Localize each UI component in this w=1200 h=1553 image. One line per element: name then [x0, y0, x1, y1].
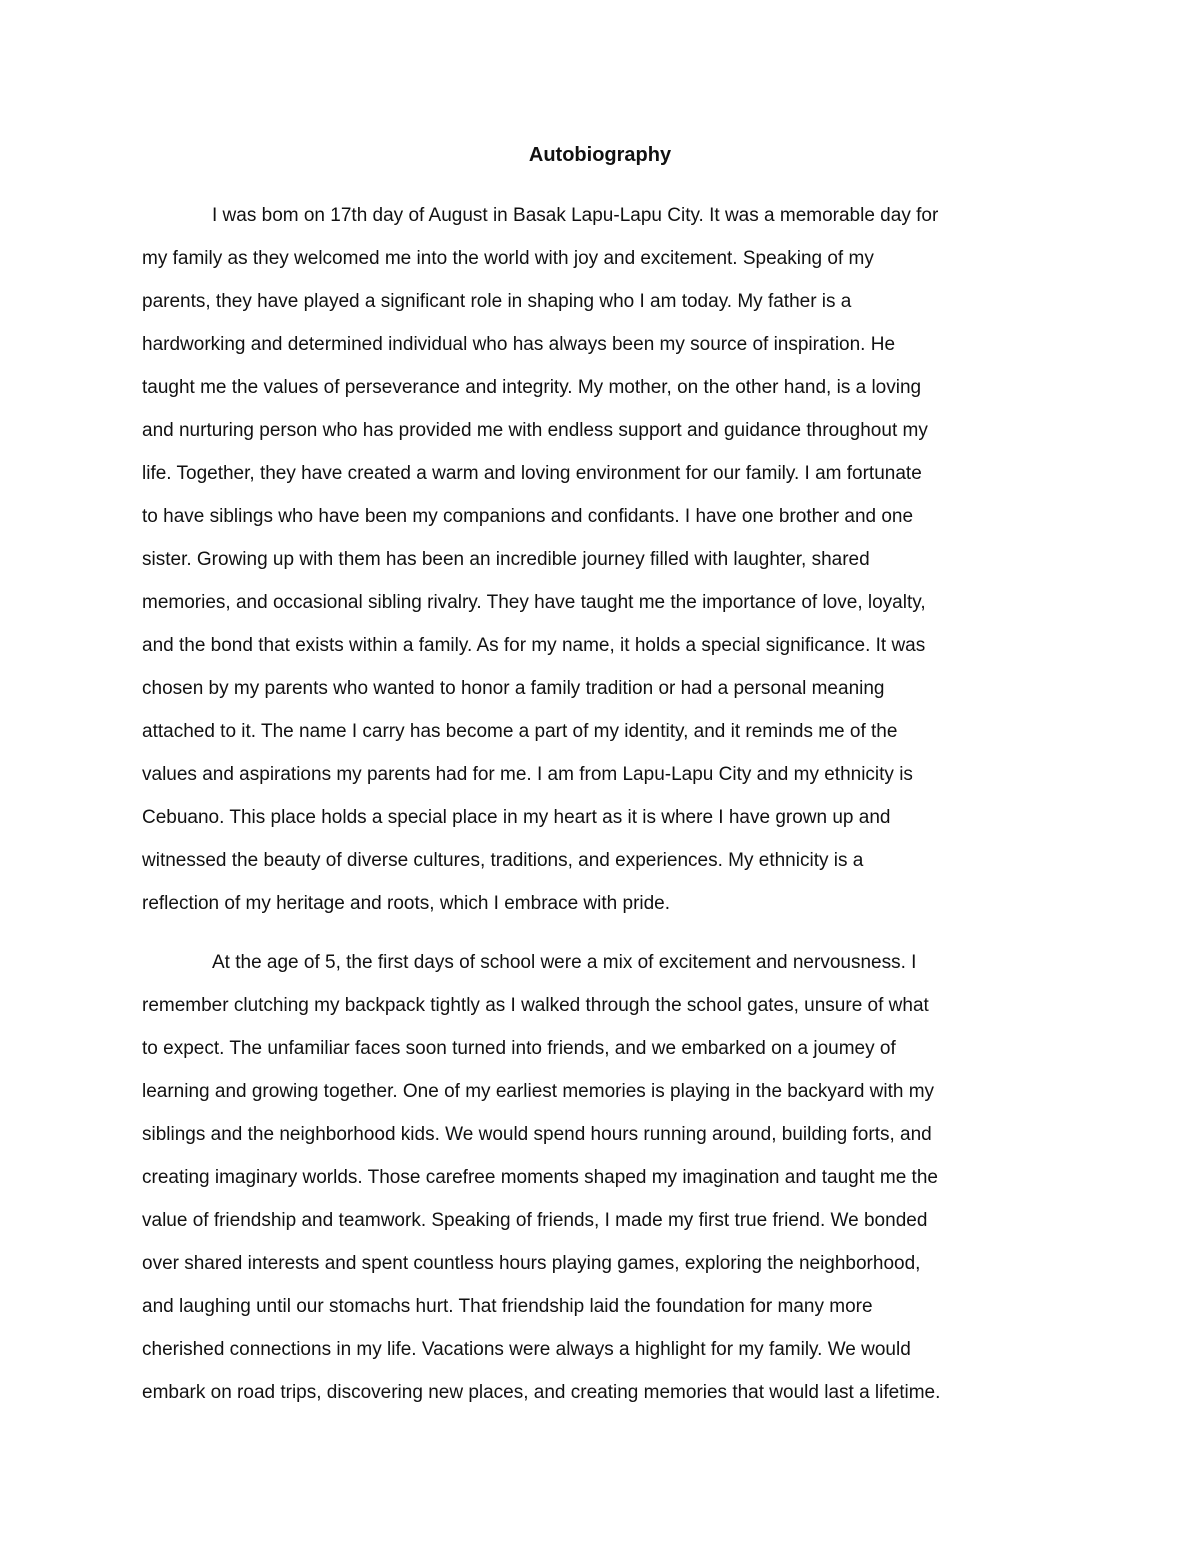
- paragraph-line: attached to it. The name I carry has become a part of my identity, and it reminds me of the: [142, 721, 898, 742]
- paragraph-line: memories, and occasional sibling rivalry. They have taught me the importance of love, loyalty,: [142, 592, 926, 613]
- paragraph-line: reflection of my heritage and roots, which I embrace with pride.: [142, 893, 671, 914]
- paragraph-line: chosen by my parents who wanted to honor a family tradition or had a personal meaning: [142, 678, 885, 699]
- paragraph-1: [142, 194, 1058, 925]
- paragraph-line: taught me the values of perseverance and integrity. My mother, on the other hand, is a loving: [142, 377, 922, 398]
- paragraph-line: remember clutching my backpack tightly as I walked through the school gates, unsure of what: [142, 995, 929, 1016]
- paragraph-line: learning and growing together. One of my earliest memories is playing in the backyard with my: [142, 1081, 935, 1102]
- paragraph-line: hardworking and determined individual who has always been my source of inspiration. He: [142, 334, 896, 355]
- paragraph-line: sister. Growing up with them has been an incredible journey filled with laughter, shared: [142, 549, 870, 570]
- paragraph-line: value of friendship and teamwork. Speaking of friends, I made my first true friend. We bonded: [142, 1210, 928, 1231]
- paragraph-line: siblings and the neighborhood kids. We would spend hours running around, building forts, and: [142, 1124, 932, 1145]
- paragraph-line: my family as they welcomed me into the world with joy and excitement. Speaking of my: [142, 248, 874, 269]
- paragraph-line: parents, they have played a significant role in shaping who I am today. My father is a: [142, 291, 852, 312]
- paragraph-line: I was bom on 17th day of August in Basak Lapu-Lapu City. It was a memorable day for: [212, 205, 939, 226]
- paragraph-line: At the age of 5, the first days of school were a mix of excitement and nervousness. I: [212, 952, 917, 973]
- paragraph-line: creating imaginary worlds. Those carefree moments shaped my imagination and taught me the: [142, 1167, 938, 1188]
- paragraph-2: [142, 941, 1058, 1414]
- paragraph-line: life. Together, they have created a warm and loving environment for our family. I am fortunate: [142, 463, 922, 484]
- paragraph-line: Cebuano. This place holds a special place in my heart as it is where I have grown up and: [142, 807, 891, 828]
- paragraph-line: to expect. The unfamiliar faces soon turned into friends, and we embarked on a joumey of: [142, 1038, 896, 1059]
- paragraph-line: and the bond that exists within a family. As for my name, it holds a special significance. It was: [142, 635, 926, 656]
- document-title: Autobiography: [528, 144, 672, 166]
- paragraph-line: witnessed the beauty of diverse cultures, traditions, and experiences. My ethnicity is a: [142, 850, 864, 871]
- paragraph-line: over shared interests and spent countless hours playing games, exploring the neighborhood,: [142, 1253, 921, 1274]
- paragraph-line: embark on road trips, discovering new places, and creating memories that would last a lifetime.: [142, 1382, 941, 1403]
- paragraph-line: and laughing until our stomachs hurt. That friendship laid the foundation for many more: [142, 1296, 873, 1317]
- paragraph-line: and nurturing person who has provided me with endless support and guidance throughout my: [142, 420, 928, 441]
- paragraph-line: to have siblings who have been my companions and confidants. I have one brother and one: [142, 506, 914, 527]
- paragraph-line: cherished connections in my life. Vacations were always a highlight for my family. We would: [142, 1339, 911, 1360]
- paragraph-line: values and aspirations my parents had for me. I am from Lapu-Lapu City and my ethnicity is: [142, 764, 913, 785]
